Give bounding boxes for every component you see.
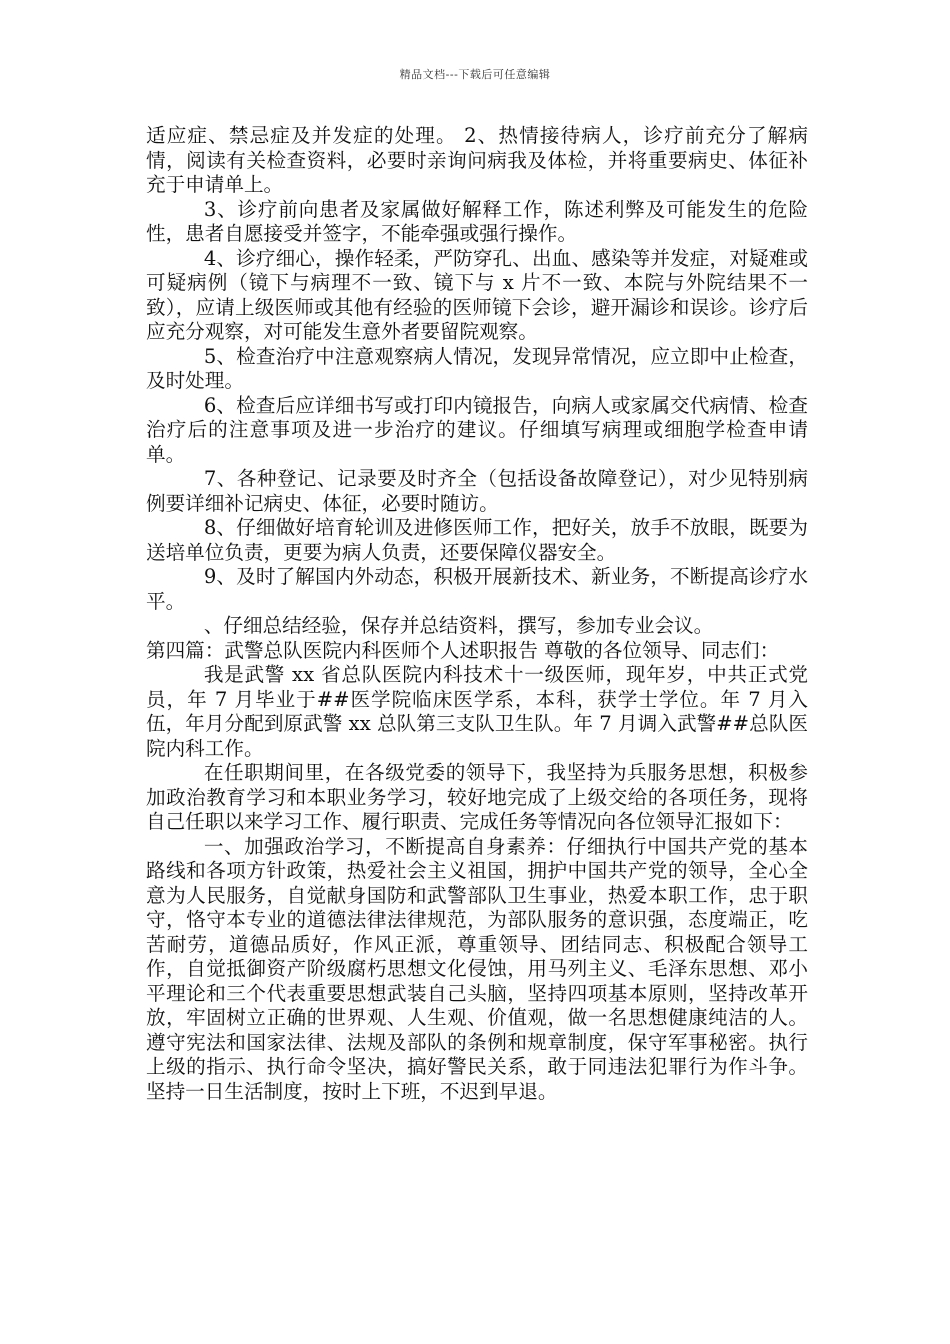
paragraph: 6、检查后应详细书写或打印内镜报告，向病人或家属交代病情、检查治疗后的注意事项及进一步治疗的建议。仔细填写病理或细胞学检查申请单。 <box>146 393 808 466</box>
paragraph: 4、诊疗细心，操作轻柔，严防穿孔、出血、感染等并发症，对疑难或可疑病例（镜下与病理不一致、镜下与 x 片不一致、本院与外院结果不一致），应请上级医师或其他有经验的医师镜下会诊，避开漏诊和误诊。诊疗后应充分观察，对可能发生意外者要留院观察。 <box>146 246 808 343</box>
paragraph: 在任职期间里，在各级党委的领导下，我坚持为兵服务思想，积极参加政治教育学习和本职业务学习，较好地完成了上级交给的各项任务，现将自己任职以来学习工作、履行职责、完成任务等情况向各位领导汇报如下： <box>146 761 808 833</box>
paragraph: 适应症、禁忌症及并发症的处理。 2、热情接待病人，诊疗前充分了解病情，阅读有关检查资料，必要时亲询问病我及体检，并将重要病史、体征补充于申请单上。 <box>146 124 808 196</box>
paragraph: 5、检查治疗中注意观察病人情况，发现异常情况，应立即中止检查，及时处理。 <box>146 344 808 392</box>
page-header: 精品文档---下载后可任意编辑 <box>399 68 551 81</box>
section-heading: 第四篇：武警总队医院内科医师个人述职报告 尊敬的各位领导、同志们： <box>146 638 780 662</box>
paragraph: 7、各种登记、记录要及时齐全（包括设备故障登记），对少见特别病例要详细补记病史、体征，必要时随访。 <box>146 467 808 515</box>
paragraph: 3、诊疗前向患者及家属做好解释工作，陈述利弊及可能发生的危险性，患者自愿接受并签字，不能牵强或强行操作。 <box>146 197 808 245</box>
paragraph: 、仔细总结经验，保存并总结资料，撰写，参加专业会议。 <box>203 614 714 637</box>
document-body <box>146 124 808 1104</box>
paragraph: 9、及时了解国内外动态，积极开展新技术、新业务，不断提高诊疗水平。 <box>146 565 808 613</box>
paragraph: 一、加强政治学习，不断提高自身素养：仔细执行中国共产党的基本路线和各项方针政策，热爱社会主义祖国，拥护中国共产党的领导，全心全意为人民服务，自觉献身国防和武警部队卫生事业，热爱本职工作，忠于职守，恪守本专业的道德法律法律规范，为部队服务的意识强，态度端正，吃苦耐劳，道德品质好，作风正派，尊重领导、团结同志、积极配合领导工作，自觉抵御资产阶级腐朽思想文化侵蚀，用马列主义、毛泽东思想、邓小平理论和三个代表重要思想武装自己头脑，坚持四项基本原则，坚持改革开放，牢固树立正确的世界观、人生观、价值观，做一名思想健康纯洁的人。遵守宪法和国家法律、法规及部队的条例和规章制度，保守军事秘密。执行上级的指示、执行命令坚决，搞好警民关系，敢于同违法犯罪行为作斗争。坚持一日生活制度，按时上下班，不迟到早退。 <box>146 834 808 1103</box>
paragraph: 我是武警 xx 省总队医院内科技术十一级医师，现年岁，中共正式党员，年 7 月毕业于##医学院临床医学系，本科，获学士学位。年 7 月入伍，年月分配到原武警 xx 总队第三支队卫生队。年 7 月调入武警##总队医院内科工作。 <box>146 663 808 760</box>
paragraph: 8、仔细做好培育轮训及进修医师工作，把好关，放手不放眼，既要为送培单位负责，更要为病人负责，还要保障仪器安全。 <box>146 516 808 564</box>
